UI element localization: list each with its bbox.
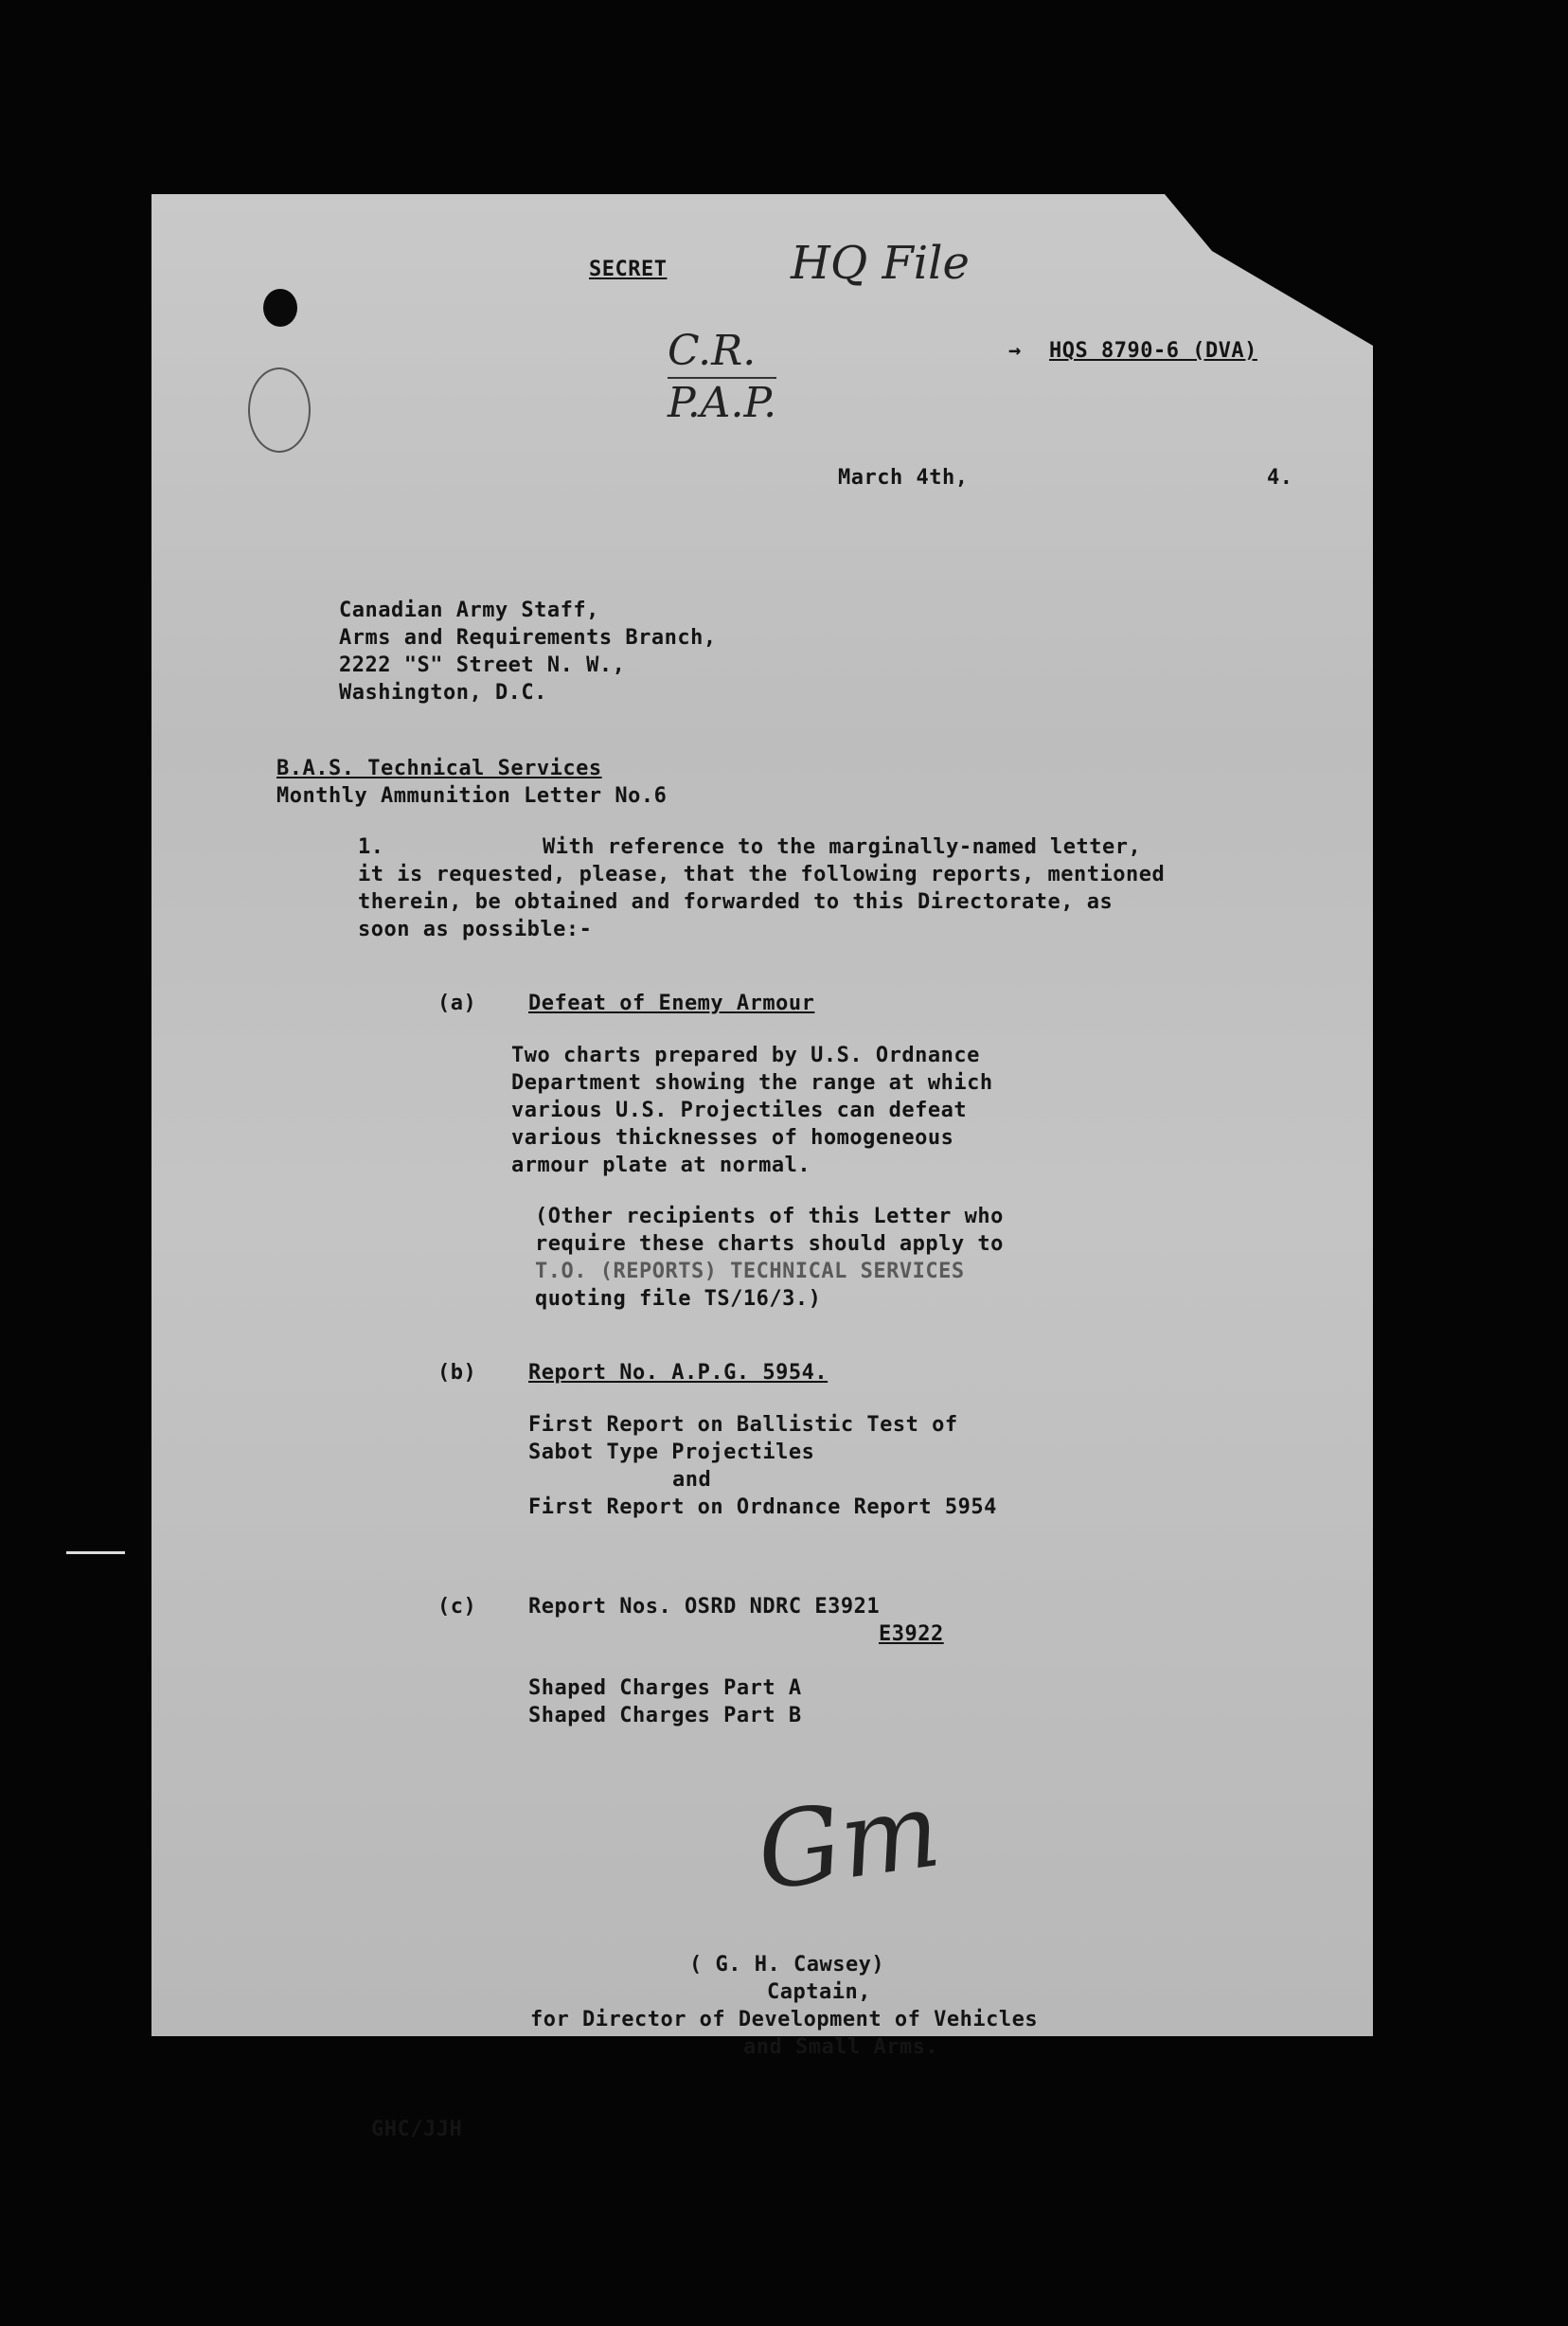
item-note-line: T.O. (REPORTS) TECHNICAL SERVICES: [535, 1260, 965, 1283]
item-title-continued: E3922: [879, 1622, 944, 1646]
item-label: (b): [437, 1361, 477, 1385]
classification-label: SECRET: [589, 258, 668, 281]
address-line: Washington, D.C.: [339, 681, 547, 705]
item-note-line: (Other recipients of this Letter who: [535, 1205, 1004, 1228]
item-label: (c): [437, 1595, 477, 1619]
handwritten-initials-2: P.A.P.: [668, 379, 777, 427]
item-line: First Report on Ballistic Test of: [528, 1413, 958, 1437]
item-label: (a): [437, 992, 477, 1015]
address-line: Arms and Requirements Branch,: [339, 626, 717, 650]
paragraph-line: it is requested, please, that the following reports, mentioned: [358, 863, 1166, 886]
address-line: Canadian Army Staff,: [339, 599, 599, 622]
address-line: 2222 "S" Street N. W.,: [339, 653, 626, 677]
item-title: Defeat of Enemy Armour: [528, 992, 815, 1015]
reference-initials: GHC/JJH: [371, 2118, 463, 2141]
item-line: Sabot Type Projectiles: [528, 1440, 815, 1464]
item-note-line: quoting file TS/16/3.): [535, 1287, 822, 1311]
marginal-reference-line: Monthly Ammunition Letter No.6: [276, 784, 668, 808]
margin-circle-mark: [248, 367, 311, 453]
item-line: various thicknesses of homogeneous: [511, 1126, 954, 1150]
arrow-mark: →: [1008, 339, 1022, 363]
signatory-title-line: for Director of Development of Vehicles: [530, 2008, 1039, 2031]
item-line: Two charts prepared by U.S. Ordnance: [511, 1044, 980, 1067]
item-line: and: [672, 1468, 712, 1492]
item-line: Shaped Charges Part B: [528, 1704, 802, 1727]
signature: Gm: [750, 1768, 948, 1914]
item-line: Department showing the range at which: [511, 1071, 993, 1095]
item-line: First Report on Ordnance Report 5954: [528, 1495, 997, 1519]
handwritten-file-note: HQ File: [791, 237, 970, 290]
letter-date: March 4th,: [838, 466, 969, 490]
signatory-rank: Captain,: [767, 1980, 871, 2004]
file-reference: HQS 8790-6 (DVA): [1049, 339, 1257, 363]
marginal-reference-line: B.A.S. Technical Services: [276, 757, 602, 780]
paragraph-line: With reference to the marginally-named letter,: [543, 835, 1142, 859]
paragraph-line: therein, be obtained and forwarded to this Directorate, as: [358, 890, 1114, 914]
signatory-title-line: and Small Arms.: [743, 2035, 939, 2059]
handwritten-initials-1: C.R.: [668, 327, 757, 375]
item-line: Shaped Charges Part A: [528, 1676, 802, 1700]
item-line: armour plate at normal.: [511, 1154, 811, 1177]
punch-hole: [263, 289, 297, 327]
margin-dash-mark: [66, 1551, 125, 1554]
item-note-line: require these charts should apply to: [535, 1232, 1004, 1256]
paragraph-number: 1.: [358, 835, 384, 859]
item-line: various U.S. Projectiles can defeat: [511, 1099, 968, 1122]
item-title: Report No. A.P.G. 5954.: [528, 1361, 829, 1385]
item-title: Report Nos. OSRD NDRC E3921: [528, 1595, 881, 1619]
letter-date-suffix: 4.: [1267, 466, 1293, 490]
signatory-name: ( G. H. Cawsey): [689, 1953, 885, 1977]
paragraph-line: soon as possible:-: [358, 918, 593, 941]
